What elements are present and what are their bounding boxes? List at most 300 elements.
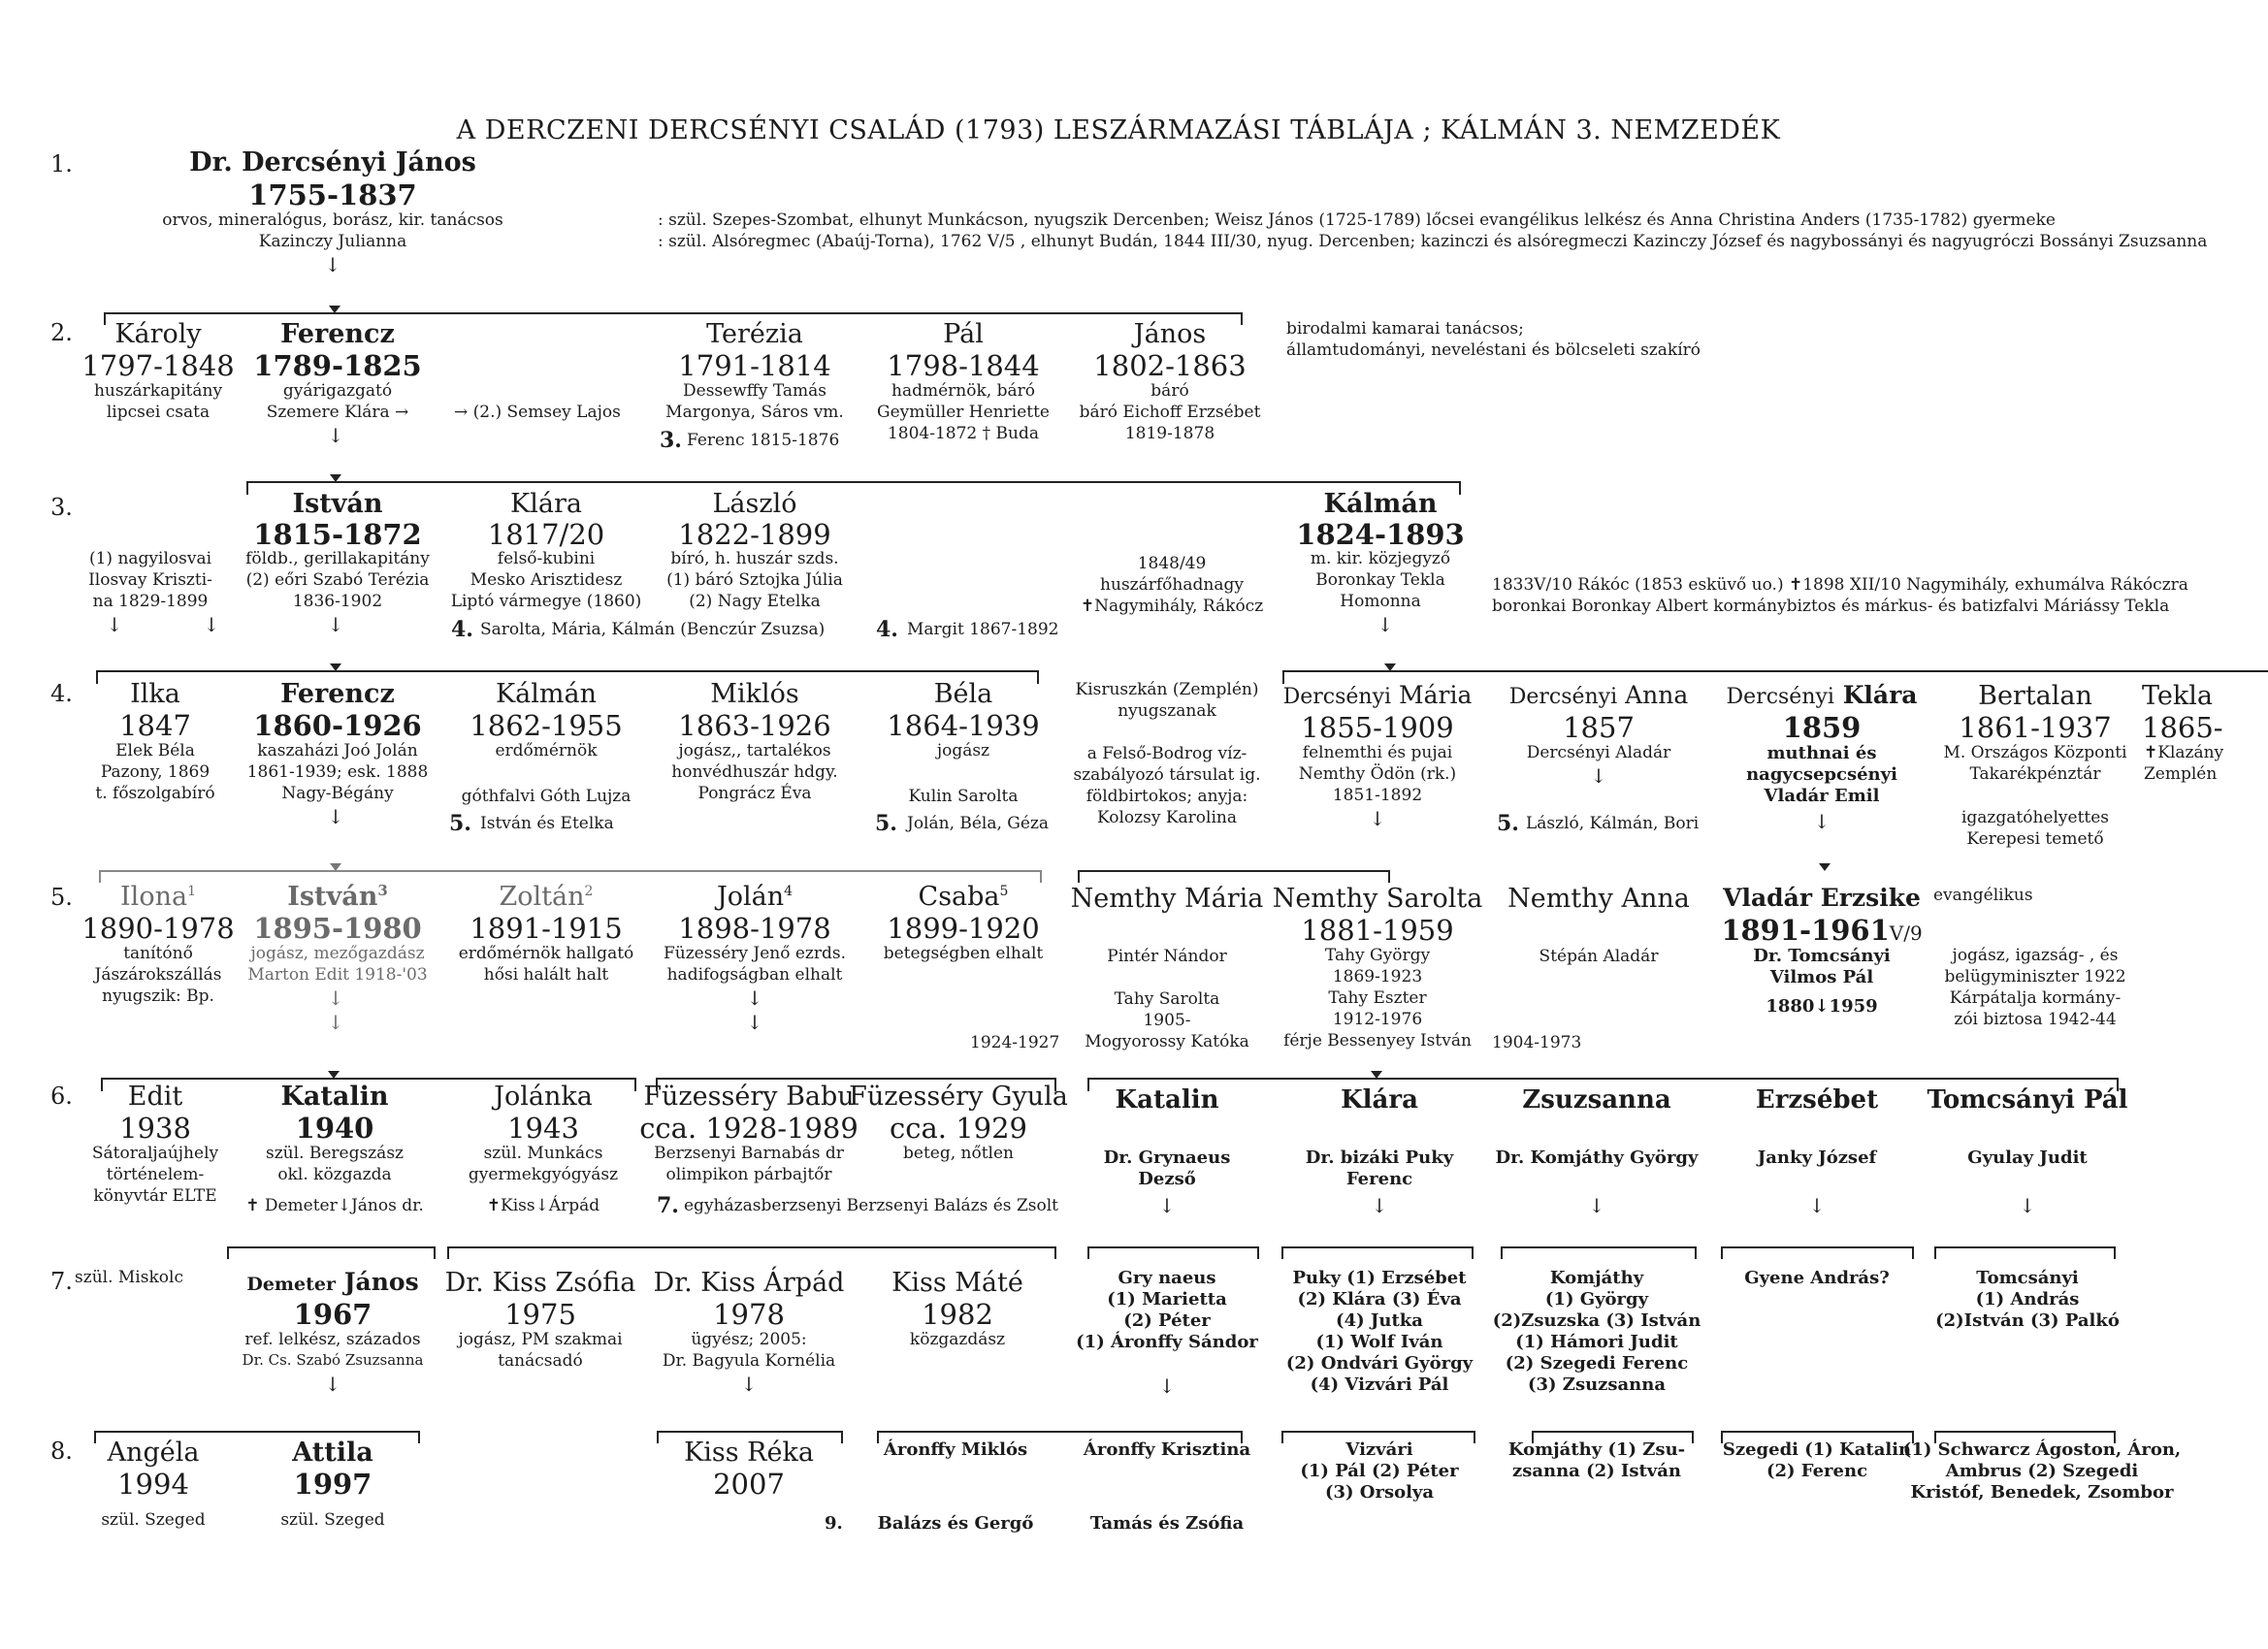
person-name: Dr. Dercsényi János: [189, 147, 476, 178]
person-detail: férje Bessenyey István: [1283, 1031, 1472, 1051]
person-dates: 1967: [293, 1298, 373, 1331]
person-detail: felnemthi és pujai: [1302, 743, 1453, 762]
generation-number: 2.: [50, 319, 73, 346]
person-detail: jogász,, tartalékos: [678, 741, 831, 760]
person-name: Katalin: [280, 1082, 389, 1112]
person-name: Károly: [114, 319, 202, 349]
descent-arrow-icon: ↓: [327, 1011, 344, 1034]
person-detail: erdőmérnök hallgató: [458, 944, 634, 963]
descendant-line: (3) Zsuzsanna: [1527, 1374, 1667, 1395]
generation-ref-number: 5.: [449, 811, 471, 836]
person-dates: 1890-1978: [81, 912, 235, 945]
descendant-line: (1) András: [1975, 1289, 2080, 1310]
descent-arrow-icon: ↓: [1808, 1194, 1826, 1217]
person-spouse: Marton Edit 1918-'03: [247, 965, 428, 985]
generation-number: 7.: [50, 1268, 73, 1295]
person-name: Nemthy Mária: [1070, 884, 1264, 914]
person-detail: ref. lelkész, százados: [244, 1330, 421, 1349]
descent-arrow-icon: ↓: [1814, 996, 1830, 1017]
person-dates: 1864-1939: [887, 709, 1040, 742]
person-dates: 1791-1814: [678, 349, 831, 382]
person-detail: Nagy-Bégány: [281, 784, 394, 803]
person-spouse: Vladár Emil: [1764, 786, 1880, 806]
person-detail: Mogyorossy Katóka: [1085, 1032, 1249, 1051]
descendant-line: Szegedi (1) Katalin: [1722, 1439, 1912, 1460]
person-name: Jolánka: [494, 1082, 593, 1112]
descendant-line: Tamás és Zsófia: [1089, 1513, 1245, 1534]
descendant-line: Áronffy Krisztina: [1083, 1439, 1251, 1460]
bracket-gen7-c: [1088, 1247, 1258, 1259]
person-spouse: (2) eőri Szabó Terézia: [245, 570, 430, 590]
person-dates: 1881-1959: [1301, 914, 1454, 947]
person-spouse: (1) báró Sztojka Júlia: [666, 570, 843, 590]
person-detail: szül. Beregszász: [266, 1144, 404, 1163]
person-dates: 1797-1848: [81, 349, 235, 382]
person-detail: 1924-1927: [970, 1033, 1060, 1052]
person-detail: okl. közgazda: [277, 1165, 392, 1184]
person-name: Béla: [933, 679, 993, 709]
descendant-line: (1) Wolf Iván: [1315, 1332, 1443, 1352]
person-spouse: Elek Béla: [115, 741, 195, 760]
person-detail: t. főszolgabíró: [95, 784, 215, 803]
person-dates: 1847: [119, 709, 191, 742]
person-name: Demeter János: [246, 1268, 419, 1296]
person-detail: 1819-1878: [1124, 424, 1215, 443]
person-detail: beteg, nőtlen: [903, 1144, 1014, 1163]
person-name: Kálmán: [1323, 489, 1438, 519]
generation-number: 5.: [50, 884, 73, 911]
person-dates: 2007: [713, 1468, 785, 1501]
person-detail: Sátoraljaújhely: [91, 1144, 219, 1163]
person-spouse: Dr. Tomcsányi: [1753, 946, 1891, 966]
person-detail: igazgatóhelyettes: [1960, 808, 2110, 827]
person-detail: Pazony, 1869: [100, 762, 211, 782]
person-note: államtudományi, neveléstani és bölcseleti szakíró: [1286, 340, 1701, 360]
descendant-line: (2) Szegedi Ferenc: [1505, 1353, 1689, 1374]
child-summary: László, Kálmán, Bori: [1526, 814, 1700, 833]
person-detail: Zemplén: [2144, 764, 2218, 784]
person-detail: szül. Szeged: [101, 1510, 206, 1530]
person-note: nyugszanak: [1118, 701, 1216, 721]
person-detail: hősi halált halt: [483, 965, 609, 985]
person-spouse: Ferenc: [1345, 1169, 1413, 1189]
person-spouse: Tahy György: [1324, 946, 1431, 965]
person-note: zói biztosa 1942-44: [1954, 1010, 2117, 1029]
descent-arrow-icon: ↓: [324, 253, 341, 276]
bracket-gen3: [247, 482, 1460, 495]
person-name: Ferencz: [280, 679, 395, 709]
person-name: Dercsényi Anna: [1508, 681, 1689, 709]
generation-ref-number: 5.: [875, 811, 897, 836]
person-name: Ilka: [130, 679, 180, 709]
person-name: Füzesséry Gyula: [849, 1082, 1068, 1112]
person-dates: 1857: [1563, 711, 1635, 744]
descendant-line: Gyene András?: [1744, 1268, 1890, 1288]
person-name: Jolán$^4$: [716, 882, 794, 912]
bracket-gen7-e: [1502, 1247, 1696, 1259]
descendant-line: Kristóf, Benedek, Zsombor: [1910, 1482, 2174, 1503]
person-detail: Tahy Eszter: [1328, 988, 1427, 1008]
bracket-gen7-g: [1935, 1247, 2115, 1259]
person-name: Zoltán$^2$: [499, 882, 594, 912]
person-dates: 1975: [504, 1298, 576, 1331]
person-dates: 1859: [1782, 711, 1862, 744]
person-dates: 1899-1920: [887, 912, 1040, 945]
bracket-gen2: [105, 313, 1242, 325]
person-detail: 1904-1973: [1492, 1033, 1582, 1052]
person-name: Attila: [292, 1438, 373, 1468]
person-dates: 1891-1915: [470, 912, 623, 945]
person-detail: bíró, h. huszár szds.: [670, 549, 839, 568]
descendant-line: Puky (1) Erzsébet: [1292, 1268, 1467, 1288]
person-detail: báró: [1150, 381, 1189, 401]
person-detail: jogász: [936, 741, 990, 760]
person-dates: 1822-1899: [678, 518, 831, 551]
person-dates: 1755-1837: [248, 178, 417, 211]
descendant-line: (2) Ferenc: [1766, 1461, 1868, 1481]
person-name: Füzesséry Babu: [643, 1082, 855, 1112]
person-dates: 1898-1978: [678, 912, 831, 945]
descendant-line: Balázs és Gergő: [877, 1513, 1034, 1534]
descent-arrow-icon: ↓: [1371, 1194, 1388, 1217]
descendant-line: (2) Klára (3) Éva: [1297, 1289, 1462, 1310]
person-dates: 1943: [507, 1112, 579, 1145]
person-name: Angéla: [107, 1438, 200, 1468]
descent-arrow-icon: ↓: [2019, 1194, 2036, 1217]
descent-arrow-icon: ↓: [327, 986, 344, 1010]
person-detail: ügyész; 2005:: [691, 1330, 807, 1349]
person-spouse: Kulin Sarolta: [908, 787, 1019, 806]
person-name: János: [1133, 319, 1207, 349]
person-note: huszárfőhadnagy: [1100, 575, 1244, 595]
descendant-line: (1) Áronffy Sándor: [1076, 1332, 1258, 1352]
person-spouse: Dessewffy Tamás: [683, 381, 826, 401]
descendant-line: (1) Marietta: [1107, 1289, 1227, 1310]
person-name: Nemthy Anna: [1507, 884, 1690, 914]
person-name: Kálmán: [496, 679, 597, 709]
person-spouse: Pongrácz Éva: [697, 784, 812, 803]
person-spouse: Stépán Aladár: [1539, 947, 1659, 966]
person-spouse: Dezső: [1138, 1169, 1196, 1189]
child-summary: egyházasberzsenyi Berzsenyi Balázs és Zsolt: [684, 1196, 1058, 1215]
descent-arrow-icon: ↓: [106, 613, 123, 636]
generation-ref-number: 7.: [657, 1193, 679, 1218]
person-name: István$^3$: [287, 882, 388, 912]
person-note: 1848/49: [1137, 554, 1207, 573]
person-note: jogász, igazság- , és: [1952, 946, 2119, 965]
person-dates: 1895-1980: [253, 912, 422, 945]
person-dates: cca. 1929: [889, 1112, 1028, 1145]
person-note: 1833V/10 Rákóc (1853 esküvő uo.) ✝1898 XII/10 Nagymihály, exhumálva Rákóczra: [1492, 575, 2188, 595]
person-spouse: Dercsényi Aladár: [1526, 743, 1671, 762]
generation-number: 8.: [50, 1438, 73, 1465]
bracket-gen7-a: [228, 1247, 435, 1259]
person-name: Katalin: [1115, 1085, 1219, 1115]
person-detail: 1851-1892: [1332, 786, 1423, 805]
person-detail: 1836-1902: [292, 592, 383, 611]
person-note: földbirtokos; anyja:: [1085, 787, 1248, 806]
person-spouse: Vilmos Pál: [1769, 967, 1874, 987]
descent-arrow-icon: ↓: [1377, 613, 1394, 636]
person-detail: könyvtár ELTE: [93, 1186, 217, 1206]
person-spouse: Kazinczy Julianna: [258, 232, 407, 251]
person-spouse: na 1829-1899: [92, 592, 209, 611]
person-note: a Felső-Bodrog víz-: [1086, 744, 1247, 763]
generation-ref-number: 5.: [1497, 811, 1519, 836]
person-dates: 1861-1937: [1959, 711, 2112, 744]
person-name: Dercsényi Klára: [1726, 681, 1918, 709]
person-spouse: Ilosvay Kriszti-: [88, 570, 212, 590]
person-detail: szül. Munkács: [483, 1144, 603, 1163]
descent-arrow-icon: ↓: [740, 1373, 758, 1396]
person-detail: erdőmérnök: [495, 741, 598, 760]
person-detail: Jászárokszállás: [94, 965, 222, 985]
descendant-line: Tomcsányi: [1976, 1268, 2079, 1288]
person-detail: hadifogságban elhalt: [666, 965, 843, 985]
descent-arrow-icon: ↓: [327, 613, 344, 636]
person-note: boronkai Boronkay Albert kormánybiztos és márkus- és batizfalvi Máriássy Tekla: [1492, 597, 2170, 616]
child-summary: Margit 1867-1892: [907, 620, 1059, 639]
person-dates: 1815-1872: [253, 518, 422, 551]
descendant-line: (1) Schwarcz Ágoston, Áron,: [1902, 1439, 2182, 1460]
person-spouse: (1) nagyilosvai: [88, 549, 212, 568]
generation-ref-number: 4.: [451, 617, 473, 642]
person-spouse: Mesko Arisztidesz: [470, 570, 623, 590]
person-detail: betegségben elhalt: [883, 944, 1044, 963]
person-detail: muthnai és: [1766, 743, 1877, 763]
person-name: Pál: [943, 319, 984, 349]
person-spouse: Gyulay Judit: [1967, 1148, 2088, 1168]
person-spouse: Dr. bizáki Puky: [1305, 1148, 1454, 1168]
descent-arrow-icon: ↓: [327, 805, 344, 828]
generation-ref-number: 3.: [660, 428, 682, 453]
person-name: Tekla: [2142, 681, 2213, 711]
person-name: Dr. Kiss Zsófia: [444, 1268, 636, 1298]
person-dates: 1802-1863: [1093, 349, 1247, 382]
person-detail: Kerepesi temető: [1966, 829, 2104, 849]
person-detail: 1869-1923: [1332, 967, 1423, 986]
descendant-line: (4) Jutka: [1336, 1310, 1423, 1331]
person-name: Miklós: [710, 679, 799, 709]
person-detail: M. Országos Központi: [1943, 743, 2127, 762]
child-summary: Jolán, Béla, Géza: [907, 814, 1050, 833]
person-spouse: Nemthy Ödön (rk.): [1298, 764, 1457, 784]
descendant-line: Komjáthy (1) Zsu-: [1507, 1439, 1686, 1460]
person-spouse: Szemere Klára →: [266, 403, 409, 422]
person-dates: 1817/20: [487, 518, 605, 551]
descendant-line: Gry naeus: [1118, 1268, 1216, 1288]
person-note: Kárpátalja kormány-: [1949, 988, 2122, 1008]
person-name: Kiss Máté: [891, 1268, 1023, 1298]
person-name: Klára: [1341, 1085, 1418, 1115]
person-dates: 1997: [293, 1468, 373, 1501]
person-note: : szül. Szepes-Szombat, elhunyt Munkácson, nyugszik Dercenben; Weisz János (1725-1789) lőcsei evangélikus lelkész és Anna Christina Anders (1735-1782) gyermeke: [658, 210, 2056, 230]
child-summary: Sarolta, Mária, Kálmán (Benczúr Zsuzsa): [480, 620, 826, 639]
person-name: István: [292, 489, 383, 519]
person-detail: 1905-: [1143, 1011, 1191, 1030]
person-dates: 1938: [119, 1112, 191, 1145]
person-detail: felső-kubini: [497, 549, 596, 568]
person-detail: Margonya, Sáros vm.: [665, 403, 844, 422]
person-name: Zsuzsanna: [1522, 1085, 1671, 1115]
descendant-line: Ambrus (2) Szegedi: [1945, 1461, 2139, 1481]
person-dates: 1982: [922, 1298, 993, 1331]
person-name: Vladár Erzsike: [1723, 884, 1921, 912]
descent-arrow-icon: ↓: [746, 986, 763, 1010]
person-note: szabályozó társulat ig.: [1073, 765, 1261, 785]
generation-number: 1.: [50, 150, 73, 178]
person-spouse: Geymüller Henriette: [877, 403, 1050, 422]
bracket-gen7-d: [1282, 1247, 1473, 1259]
descendant-line: zsanna (2) István: [1511, 1461, 1682, 1481]
person-dates: 1940: [295, 1112, 374, 1145]
generation-ref-number: 4.: [876, 617, 898, 642]
person-dates: 1994: [117, 1468, 189, 1501]
person-detail: szül. Miskolc: [75, 1268, 183, 1287]
person-detail: 1912-1976: [1332, 1010, 1423, 1029]
bracket-gen7-b: [448, 1247, 1055, 1259]
person-detail: Tahy Sarolta: [1114, 989, 1220, 1009]
descendant-line: (1) Pál (2) Péter: [1300, 1461, 1459, 1481]
person-detail: tanácsadó: [498, 1351, 583, 1371]
person-spouse: Pintér Nándor: [1107, 947, 1227, 966]
person-name: László: [712, 489, 797, 519]
person-detail: lipcsei csata: [106, 403, 211, 422]
person-note: ✝Nagymihály, Rákócz: [1080, 597, 1264, 616]
person-dates: 1855-1909: [1301, 711, 1454, 744]
person-name: Tomcsányi Pál: [1927, 1085, 2128, 1115]
descendant-line: (1) György: [1544, 1289, 1649, 1310]
person-spouse: báró Eichoff Erzsébet: [1079, 403, 1261, 422]
person-dates: 1863-1926: [678, 709, 831, 742]
person-dates: 1978: [713, 1298, 785, 1331]
person-spouse: Boronkay Tekla: [1315, 570, 1445, 590]
person-note: Kolozsy Karolina: [1097, 808, 1237, 827]
descendant-line: (2) Péter: [1123, 1310, 1211, 1331]
person-name: Csaba$^5$: [918, 882, 1009, 912]
child-summary: Ferenc 1815-1876: [687, 431, 840, 450]
person-dates: 1865-: [2142, 711, 2223, 744]
descent-arrow-icon: ↓: [1813, 810, 1831, 833]
descent-arrow-icon: ↓: [324, 1373, 341, 1396]
person-name: Kiss Réka: [684, 1438, 814, 1468]
person-spouse: Dr. Bagyula Kornélia: [662, 1351, 836, 1371]
person-name: Dr. Kiss Árpád: [653, 1268, 845, 1298]
person-spouse: ✝ Demeter↓János dr.: [245, 1196, 424, 1215]
person-dates: 1824-1893: [1296, 518, 1465, 551]
person-spouse: → (2.) Semsey Lajos: [454, 403, 621, 422]
person-note: birodalmi kamarai tanácsos;: [1286, 319, 1524, 339]
person-dates: 1789-1825: [253, 349, 422, 382]
descendant-line: (1) Hámori Judit: [1515, 1332, 1678, 1352]
person-spouse: Dr. Grynaeus: [1103, 1148, 1231, 1168]
person-detail: földb., gerillakapitány: [245, 549, 430, 568]
descent-arrow-icon: ↓: [1369, 807, 1386, 830]
descent-arrow-icon: ↓: [327, 424, 344, 447]
bracket-gen7-f: [1722, 1247, 1913, 1259]
person-detail: jogász, PM szakmai: [458, 1330, 623, 1349]
person-detail: jogász, mezőgazdász: [250, 944, 425, 963]
person-detail: olimpikon párbajtőr: [665, 1165, 832, 1184]
person-dates: 1860-1926: [253, 709, 422, 742]
bracket-gen5-b: [1079, 871, 1389, 883]
person-detail: Liptó vármegye (1860): [450, 592, 642, 611]
person-dates: cca. 1928-1989: [639, 1112, 859, 1145]
person-note: belügyminiszter 1922: [1944, 967, 2126, 986]
person-name: Dercsényi Mária: [1282, 681, 1473, 709]
generation-number: 6.: [50, 1083, 73, 1110]
person-dates: 1862-1955: [470, 709, 623, 742]
person-name: Nemthy Sarolta: [1272, 884, 1483, 914]
person-detail: Homonna: [1340, 592, 1421, 611]
person-detail: Takarékpénztár: [1969, 764, 2101, 784]
descent-arrow-icon: ↓: [1590, 764, 1607, 788]
person-detail: gyárigazgató: [282, 381, 393, 401]
descent-arrow-icon: ↓: [1158, 1194, 1176, 1217]
descendant-line: (2) Ondvári György: [1285, 1353, 1474, 1374]
descendant-line: (2)Zsuzska (3) István: [1492, 1310, 1701, 1331]
descendant-line: Komjáthy: [1549, 1268, 1644, 1288]
person-name: Erzsébet: [1755, 1085, 1879, 1115]
person-detail: gyermekgyógyász: [468, 1165, 619, 1184]
person-detail: huszárkapitány: [93, 381, 223, 401]
person-spouse: kaszaházi Joó Jolán: [257, 741, 418, 760]
person-detail: tanítónő: [123, 944, 193, 963]
generation-number: 9.: [825, 1513, 843, 1534]
person-dates: 1798-1844: [887, 349, 1040, 382]
person-detail: nyugszik: Bp.: [102, 986, 214, 1006]
generation-number: 4.: [50, 680, 73, 707]
person-name: Terézia: [706, 319, 803, 349]
person-note: evangélikus: [1933, 886, 2033, 905]
generation-number: 3.: [50, 494, 73, 521]
person-detail: honvédhuszár hdgy.: [671, 762, 838, 782]
person-detail: közgazdász: [909, 1330, 1006, 1349]
person-detail: történelem-: [106, 1165, 205, 1184]
child-summary: István és Etelka: [480, 814, 614, 833]
descendant-line: Áronffy Miklós: [883, 1439, 1028, 1460]
descendant-line: (2)István (3) Palkó: [1935, 1310, 2120, 1331]
person-spouse: (2) Nagy Etelka: [689, 592, 821, 611]
person-spouse: Füzesséry Jenő ezrds.: [663, 944, 847, 963]
person-spouse: Dr. Cs. Szabó Zsuzsanna: [242, 1351, 424, 1369]
person-name: Edit: [127, 1082, 183, 1112]
person-spouse: Berzsenyi Barnabás dr: [654, 1144, 844, 1163]
descent-arrow-icon: ↓: [1158, 1374, 1176, 1398]
person-name: Ilona$^1$: [120, 882, 196, 912]
descendant-line: (3) Orsolya: [1324, 1482, 1435, 1503]
person-detail: ✝Klazány: [2144, 743, 2224, 762]
person-dates: 1880↓1959: [1766, 996, 1878, 1017]
descent-arrow-icon: ↓: [203, 613, 220, 636]
person-spouse: ✝Kiss↓Árpád: [486, 1196, 600, 1215]
descent-arrow-icon: ↓: [1588, 1194, 1605, 1217]
person-name: Ferencz: [280, 319, 395, 349]
descent-arrow-icon: ↓: [746, 1011, 763, 1034]
person-detail: orvos, mineralógus, borász, kir. tanácsos: [162, 210, 503, 230]
person-note: Kisruszkán (Zemplén): [1075, 680, 1259, 699]
person-detail: m. kir. közjegyző: [1310, 549, 1451, 568]
person-detail: hadmérnök, báró: [891, 381, 1035, 401]
person-spouse: Janky József: [1757, 1148, 1877, 1168]
descendant-line: (4) Vizvári Pál: [1310, 1374, 1449, 1395]
person-detail: 1861-1939; esk. 1888: [246, 762, 429, 782]
descendant-line: Vizvári: [1345, 1439, 1413, 1460]
person-name: Klára: [510, 489, 582, 519]
person-name: Bertalan: [1978, 681, 2092, 711]
person-detail: szül. Szeged: [280, 1510, 385, 1530]
person-spouse: Dr. Komjáthy György: [1495, 1148, 1699, 1168]
